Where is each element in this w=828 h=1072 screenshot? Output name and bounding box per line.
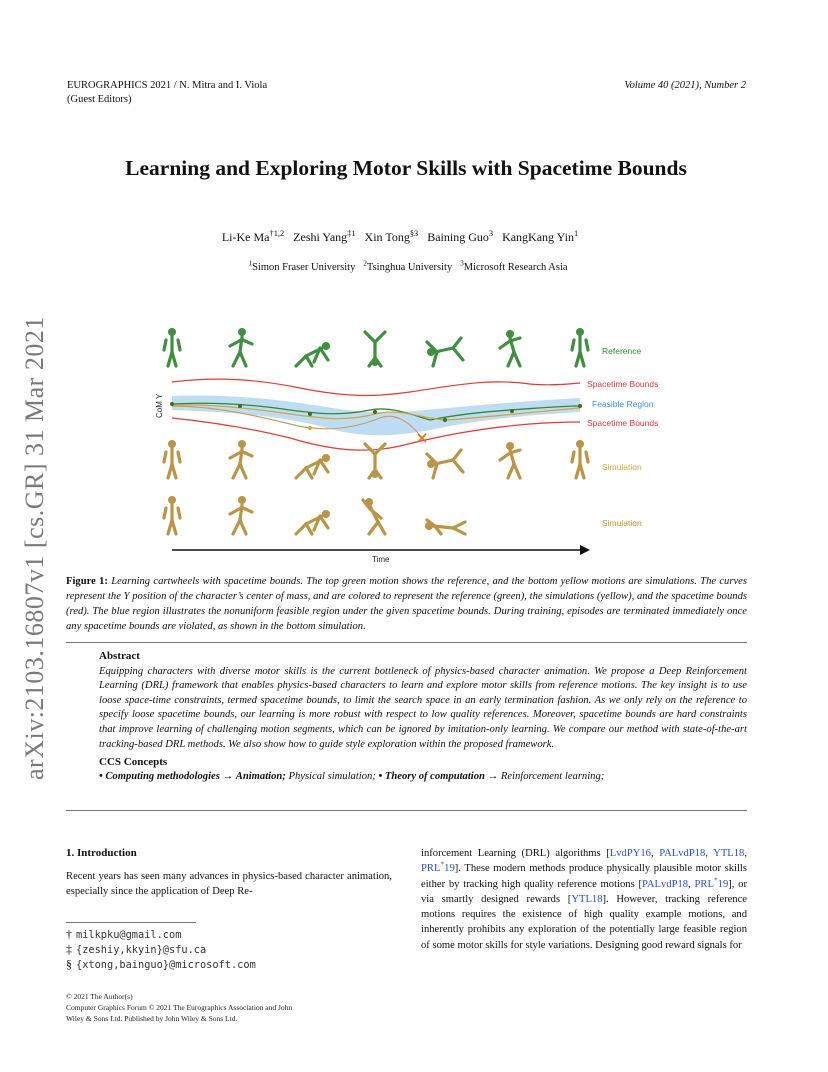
figure-pose-standing: [164, 496, 180, 534]
figure-pose-lean: [296, 342, 330, 366]
figure-pose-recover: [500, 330, 520, 366]
footnote: § {xtong,bainguo}@microsoft.com: [66, 957, 256, 971]
copyright-footer: © 2021 The Author(s) Computer Graphics Forum © 2021 The Eurographics Association and John Wiley & Sons Ltd. Published by John Wiley & Sons Ltd.: [66, 992, 293, 1023]
figure-pose-standing: [164, 440, 180, 478]
label-bounds-top: Spacetime Bounds: [587, 379, 659, 389]
author: KangKang Yin$^1$: [502, 229, 579, 244]
author: Xin Tong$^{\S 3}$: [364, 229, 419, 244]
figure-pose-standing: [164, 328, 180, 366]
ccs-heading: CCS Concepts: [99, 756, 168, 769]
author-list: [0, 230, 800, 245]
figure-caption: [66, 574, 747, 634]
intro-left-column: Recent years has seen many advances in physics-based character animation, especially since the application of Deep Re-: [66, 871, 392, 898]
citation-link[interactable]: LvdPY16: [609, 848, 651, 859]
figure-pose-stumble: [363, 498, 385, 534]
citation-link[interactable]: PRL*19: [694, 875, 729, 890]
figure-pose-lean: [296, 510, 330, 534]
affiliation: $^2$Tsinghua University: [363, 258, 453, 273]
figure-1: [150, 318, 670, 566]
spacetime-bound-upper: [172, 379, 580, 395]
com-plot: [170, 379, 582, 450]
reference-figures: [164, 328, 588, 366]
abstract-heading: Abstract: [99, 650, 140, 662]
x-axis-label: Time: [372, 555, 390, 564]
citation-link[interactable]: YTL18: [713, 848, 745, 859]
label-reference: Reference: [602, 346, 642, 356]
figure-pose-lean: [296, 454, 330, 478]
figure-pose-cartwheel: [427, 338, 463, 366]
citation-link[interactable]: PALvdP18: [659, 848, 706, 859]
citation-link[interactable]: PRL*19: [421, 859, 455, 875]
footnote-rule: [66, 922, 196, 923]
figure-pose-handstand: [365, 332, 385, 366]
simulation-figures-2: [164, 496, 465, 534]
figure-pose-recover: [500, 442, 520, 478]
figure-pose-handstand: [365, 444, 385, 478]
journal-header: [67, 79, 267, 107]
editors-line: (Guest Editors): [67, 94, 132, 105]
figure-pose-cartwheel: [427, 450, 463, 478]
volume-label: Volume 40 (2021), Number 2: [624, 80, 746, 91]
caption-text: Learning cartwheels with spacetime bounds. The top green motion shows the reference, and the bottom yellow motions are simulations. The curves represent the Y position of the character’s center of mass, and are colored to represent the reference (green), the simulations (yellow), and the spacetime bounds (red). The blue region illustrates the nonuniform feasible region under the given spacetime bounds. During training, episodes are terminated immediately once any spacetime bounds are violated, as shown in the bottom simulation.: [66, 576, 748, 632]
figure-pose-fallen: [425, 520, 465, 534]
divider: [66, 642, 747, 643]
time-axis: [172, 545, 590, 555]
affiliation-list: [0, 258, 816, 273]
abstract-body: Equipping characters with diverse motor skills is the current bottleneck of physics-based character animation. We propose a Deep Reinforcement Learning (DRL) framework that enables physics-based characters to learn and explore motor skills from reference motions. The key insight is to use loose space-time constraints, termed spacetime bounds, to limit the search space in an early termination fashion. As we only rely on the reference to specify loose spacetime bounds, our learning is more robust with respect to low quality references. Moreover, spacetime bounds are hard constraints that improve learning of challenging motion segments, which can be ignored by imitation-only learning. We compare our method with state-of-the-art tracking-based DRL methods. We also show how to guide style exploration within the proposed framework.: [99, 665, 747, 750]
journal-line: EUROGRAPHICS 2021 / N. Mitra and I. Viola: [67, 80, 268, 91]
figure-pose-standing: [572, 328, 588, 366]
author: Baining Guo$^3$: [427, 229, 494, 244]
section-heading: 1. Introduction: [66, 847, 137, 859]
abstract: [99, 649, 747, 784]
figure-pose-step: [230, 496, 252, 534]
intro-right-column: inforcement Learning (DRL) algorithms [LvdPY16, PALvdP18, YTL18, PRL*19]. These modern methods produce physically plausible motor skills either by tracking high quality reference motions [PALvdP18, PRL*19], or via smartly designed rewards [YTL18]. However, tracking reference motions requires the existence of high quality example motions, and inherently prohibits any exploration of the potentially large feasible region of some motor skills for style variations. Designing good reward signals for: [421, 848, 748, 951]
caption-label: Figure 1:: [66, 576, 108, 587]
simulation-figures-1: [164, 440, 588, 478]
affiliation: $^1$Simon Fraser University: [248, 258, 356, 273]
citation-link[interactable]: PALvdP18: [641, 878, 689, 890]
label-simulation-2: Simulation: [602, 518, 642, 528]
ccs-concepts: • Computing methodologies → Animation; Physical simulation; • Theory of computation → Reinforcement learning;: [99, 770, 605, 782]
label-bounds-bottom: Spacetime Bounds: [587, 418, 659, 428]
y-axis-label: CoM Y: [155, 393, 164, 418]
label-simulation-1: Simulation: [602, 462, 642, 472]
citation-link[interactable]: YTL18: [571, 893, 603, 905]
figure-pose-step: [230, 328, 252, 366]
arxiv-stamp: arXiv:2103.16807v1 [cs.GR] 31 Mar 2021: [20, 316, 49, 780]
figure-pose-standing: [572, 440, 588, 478]
author: Zeshi Yang$^{\ddagger 1}$: [293, 229, 356, 244]
divider: [66, 810, 747, 811]
footnote: ‡ {zeshiy,kkyin}@sfu.ca: [66, 942, 207, 956]
figure-pose-step: [230, 440, 252, 478]
affiliation: $^3$Microsoft Research Asia: [460, 258, 568, 273]
footnote: † milkpku@gmail.com: [66, 927, 182, 941]
label-feasible: Feasible Region: [592, 399, 654, 409]
feasible-region-band: [172, 395, 580, 435]
paper-title: Learning and Exploring Motor Skills with Spacetime Bounds: [125, 156, 687, 180]
author: Li-Ke Ma$^{\dagger 1,2}$: [221, 229, 285, 244]
